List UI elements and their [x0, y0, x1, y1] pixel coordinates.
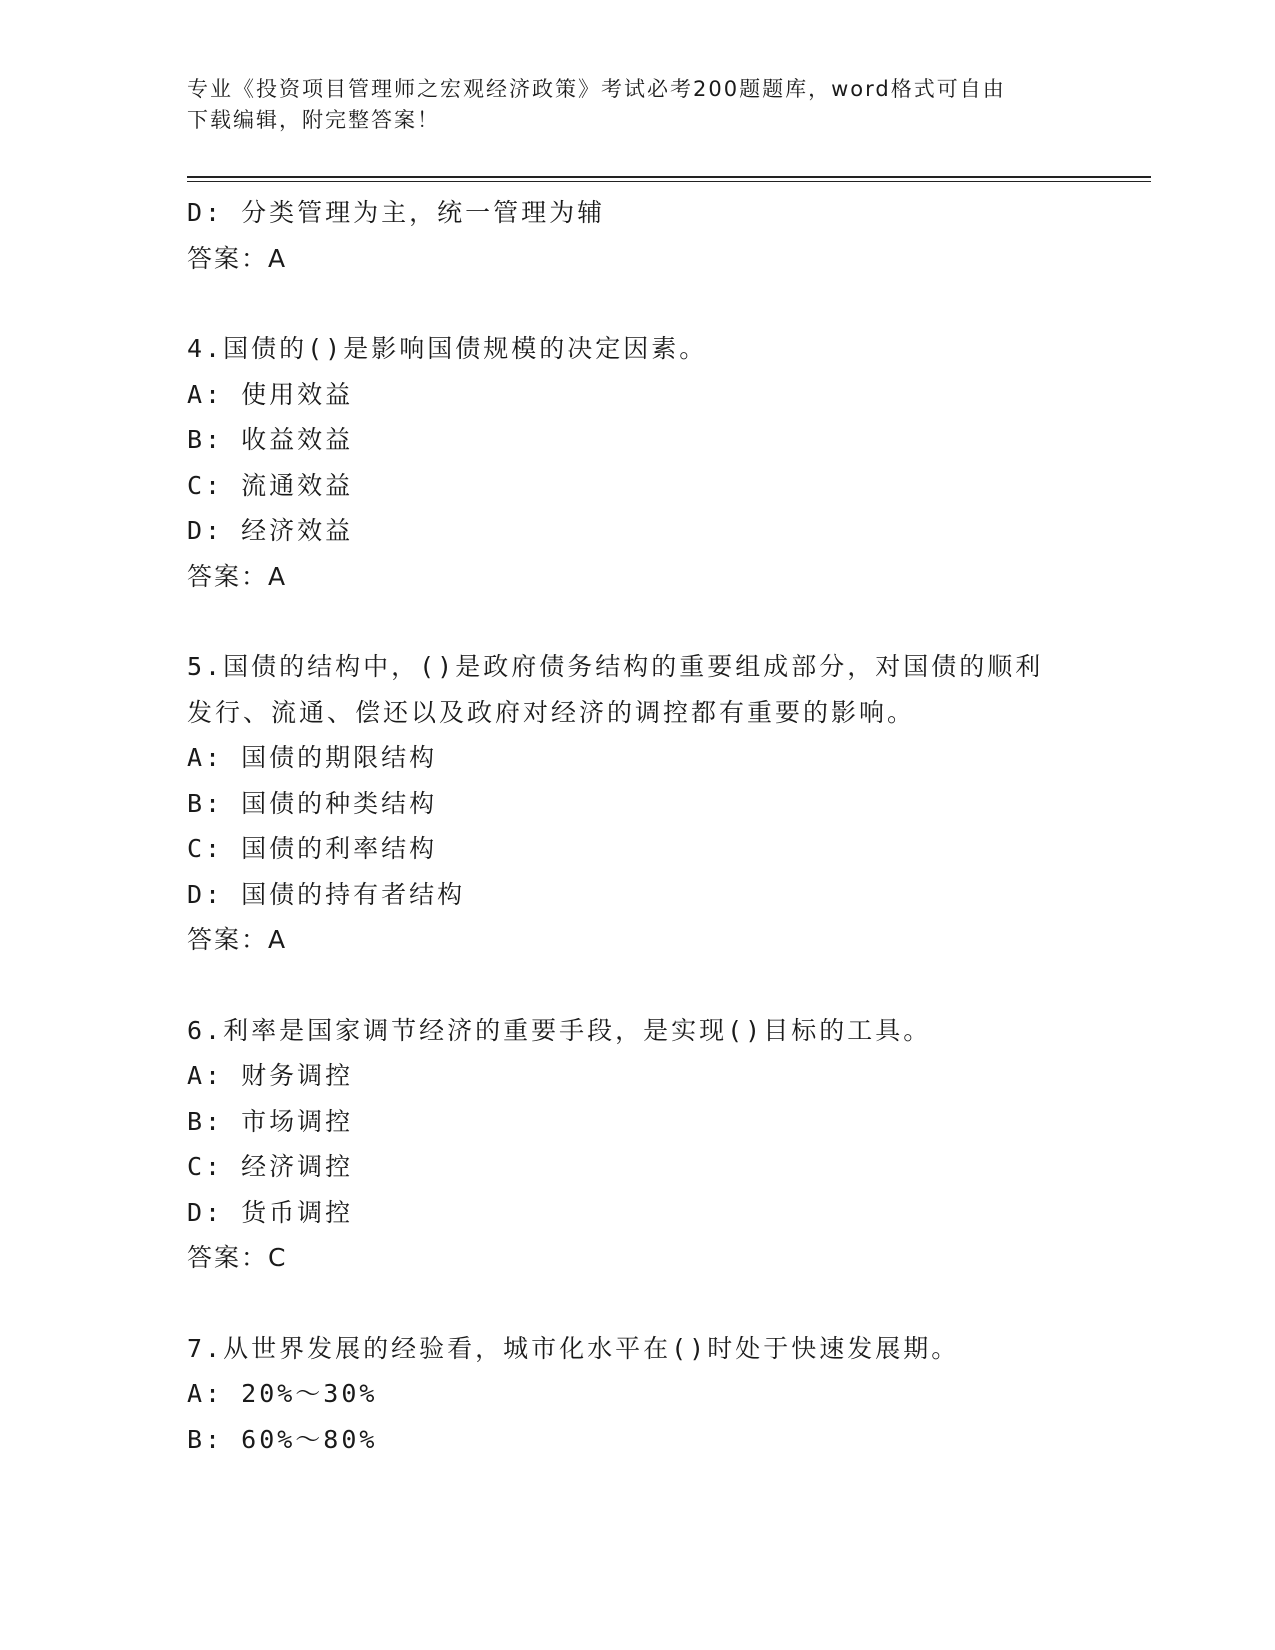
option-b: B: 市场调控 [187, 1106, 354, 1136]
spacer [187, 963, 1127, 1008]
option-d: D: 货币调控 [187, 1197, 354, 1227]
question-text: 6.利率是国家调节经济的重要手段，是实现()目标的工具。 [187, 1015, 932, 1045]
option-c: C: 国债的利率结构 [187, 834, 438, 863]
spacer [187, 599, 1127, 644]
question-block-partial [187, 190, 1127, 281]
header-divider-thin [187, 181, 1151, 182]
document-header [187, 74, 1067, 136]
option-d: D: 经济效益 [187, 516, 354, 545]
question-text-continued: 发行、流通、偿还以及政府对经济的调控都有重要的影响。 [187, 697, 916, 727]
question-block-6 [187, 1008, 1127, 1281]
option-d: D: 国债的持有者结构 [187, 879, 466, 909]
question-block-4 [187, 326, 1127, 599]
question-list [187, 190, 1127, 1462]
option-c: C: 经济调控 [187, 1152, 354, 1181]
answer-line: 答案：A [187, 561, 288, 591]
question-block-7 [187, 1326, 1127, 1463]
option-b: B: 60%～80% [187, 1424, 378, 1454]
question-block-5 [187, 644, 1127, 963]
option-a: A: 20%～30% [187, 1379, 378, 1408]
header-line-1: 专业《投资项目管理师之宏观经济政策》考试必考200题题库，word格式可自由 [187, 77, 1006, 101]
option-c: C: 流通效益 [187, 470, 354, 500]
answer-line: 答案：A [187, 243, 288, 273]
option-b: B: 收益效益 [187, 425, 354, 454]
question-text: 7.从世界发展的经验看，城市化水平在()时处于快速发展期。 [187, 1333, 960, 1363]
answer-line: 答案：C [187, 1243, 288, 1272]
question-text: 5.国债的结构中，()是政府债务结构的重要组成部分，对国债的顺利 [187, 652, 1044, 681]
spacer [187, 281, 1127, 326]
option-b: B: 国债的种类结构 [187, 788, 438, 818]
header-line-2: 下载编辑，附完整答案！ [187, 108, 440, 132]
option-d: D: 分类管理为主，统一管理为辅 [187, 198, 606, 227]
option-a: A: 使用效益 [187, 379, 354, 409]
question-text: 4.国债的()是影响国债规模的决定因素。 [187, 334, 708, 363]
header-divider-thick [187, 176, 1151, 178]
spacer [187, 1281, 1127, 1326]
answer-line: 答案：A [187, 925, 288, 954]
option-a: A: 财务调控 [187, 1061, 354, 1090]
option-a: A: 国债的期限结构 [187, 743, 438, 772]
